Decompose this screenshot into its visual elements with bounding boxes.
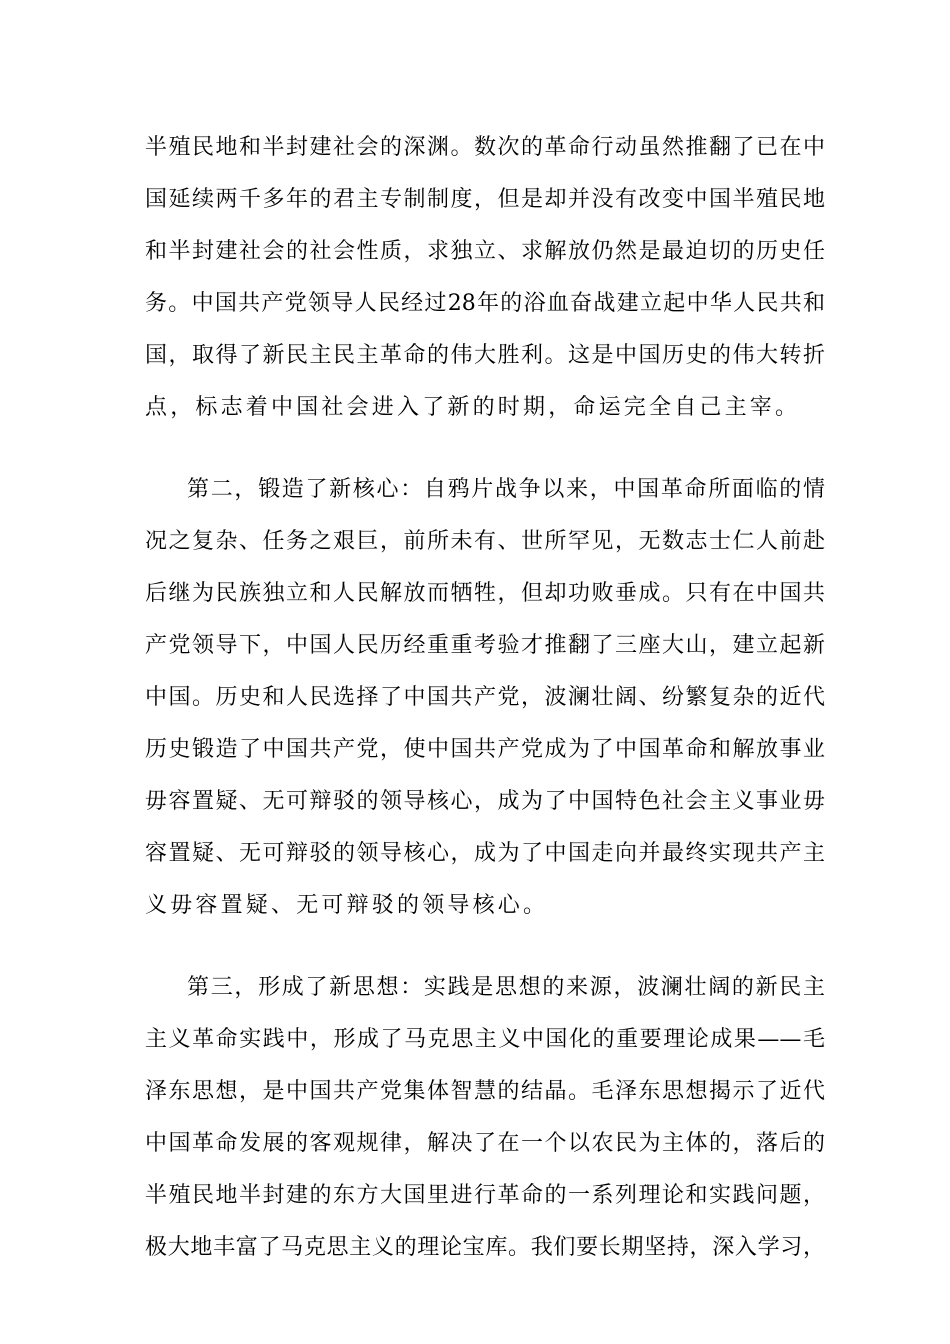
text-line: 产党领导下，中国人民历经重重考验才推翻了三座大山，建立起新 bbox=[145, 633, 825, 658]
text-line: 极大地丰富了马克思主义的理论宝库。我们要长期坚持，深入学习， bbox=[145, 1235, 825, 1260]
paragraph-first-line: 第三，形成了新思想：实践是思想的来源，波澜壮阔的新民主 bbox=[187, 975, 825, 1000]
text-line: 点，标志着中国社会进入了新的时期，命运完全自己主宰。 bbox=[145, 395, 801, 420]
text-line: 和半封建社会的社会性质，求独立、求解放仍然是最迫切的历史任 bbox=[145, 239, 825, 264]
text-line: 历史锻造了中国共产党，使中国共产党成为了中国革命和解放事业 bbox=[145, 737, 825, 762]
text-line: 容置疑、无可辩驳的领导核心，成为了中国走向并最终实现共产主 bbox=[145, 841, 825, 866]
text-line: 半殖民地半封建的东方大国里进行革命的一系列理论和实践问题， bbox=[145, 1183, 825, 1208]
text-line: 国延续两千多年的君主专制制度，但是却并没有改变中国半殖民地 bbox=[145, 187, 825, 212]
text-line: 后继为民族独立和人民解放而牺牲，但却功败垂成。只有在中国共 bbox=[145, 581, 825, 606]
text-line: 半殖民地和半封建社会的深渊。数次的革命行动虽然推翻了已在中 bbox=[145, 135, 825, 160]
text-line: 国，取得了新民主民主革命的伟大胜利。这是中国历史的伟大转折 bbox=[145, 343, 825, 368]
text-line: 主义革命实践中，形成了马克思主义中国化的重要理论成果——毛 bbox=[145, 1027, 825, 1052]
text-line: 泽东思想，是中国共产党集体智慧的结晶。毛泽东思想揭示了近代 bbox=[145, 1079, 825, 1104]
text-line: 况之复杂、任务之艰巨，前所未有、世所罕见，无数志士仁人前赴 bbox=[145, 529, 825, 554]
text-line: 中国革命发展的客观规律，解决了在一个以农民为主体的，落后的 bbox=[145, 1131, 825, 1156]
text-line: 义毋容置疑、无可辩驳的领导核心。 bbox=[145, 893, 549, 918]
paragraph-first-line: 第二，锻造了新核心：自鸦片战争以来，中国革命所面临的情 bbox=[187, 477, 825, 502]
text-line: 中国。历史和人民选择了中国共产党，波澜壮阔、纷繁复杂的近代 bbox=[145, 685, 825, 710]
text-line: 毋容置疑、无可辩驳的领导核心，成为了中国特色社会主义事业毋 bbox=[145, 789, 825, 814]
text-line: 务。中国共产党领导人民经过28年的浴血奋战建立起中华人民共和 bbox=[145, 291, 825, 316]
